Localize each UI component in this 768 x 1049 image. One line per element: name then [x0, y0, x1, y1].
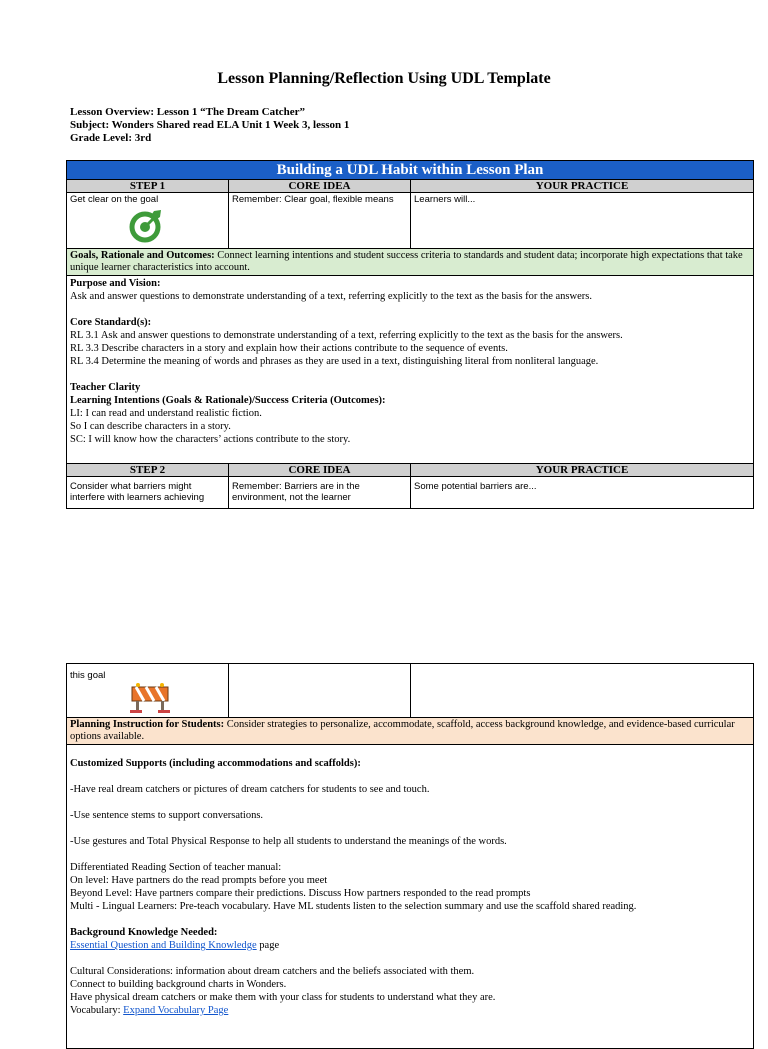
- step2-continued-core: [229, 664, 411, 718]
- learning-intentions-heading: Learning Intentions (Goals & Rationale)/Success Criteria (Outcomes):: [70, 395, 386, 406]
- grade-level: Grade Level: 3rd: [70, 132, 152, 144]
- customized-supports-cell: [67, 745, 754, 1049]
- core-standard-line: RL 3.1 Ask and answer questions to demonstrate understanding of a text, referring explicitly to the text as the basis for the answers.: [70, 330, 623, 341]
- udl-table-page2: [66, 663, 754, 1049]
- step1-cell: [67, 193, 229, 249]
- differentiated-line: Multi - Lingual Learners: Pre-teach vocabulary. Have ML students listen to the selection summary and use the scaffold shared reading.: [70, 901, 637, 912]
- vocabulary-line: [70, 1004, 750, 1017]
- purpose-heading: Purpose and Vision:: [70, 278, 161, 289]
- purpose-vision-cell: [67, 276, 754, 464]
- learning-intention-line: SC: I will know how the characters’ actions contribute to the story.: [70, 434, 351, 445]
- expand-vocabulary-link[interactable]: Expand Vocabulary Page: [123, 1005, 229, 1016]
- cultural-line: Cultural Considerations: information about dream catchers and the beliefs associated with them.: [70, 966, 475, 977]
- step1-header: STEP 1: [67, 180, 229, 193]
- purpose-text: Ask and answer questions to demonstrate understanding of a text, referring explicitly to the text as the basis for the answers.: [70, 291, 592, 302]
- core-standard-line: RL 3.3 Describe characters in a story and explain how their actions contribute to the sequence of events.: [70, 343, 508, 354]
- essential-question-link[interactable]: Essential Question and Building Knowledge: [70, 940, 257, 951]
- document-title: Lesson Planning/Reflection Using UDL Template: [217, 70, 551, 87]
- vocabulary-prefix: Vocabulary:: [70, 1005, 124, 1016]
- your-practice-header: YOUR PRACTICE: [411, 180, 754, 193]
- cultural-line: Connect to building background charts in Wonders.: [70, 979, 287, 990]
- step2-core-idea: Remember: Barriers are in the environment, not the learner: [229, 477, 411, 509]
- learning-intention-line: LI: I can read and understand realistic fiction.: [70, 408, 262, 419]
- background-knowledge-line: [70, 939, 750, 952]
- goals-label: Goals, Rationale and Outcomes:: [70, 250, 215, 261]
- supports-heading: Customized Supports (including accommodations and scaffolds):: [70, 758, 361, 769]
- step2-header: STEP 2: [67, 464, 229, 477]
- step2-continued-cell: [67, 664, 229, 718]
- udl-table-page1: [66, 160, 754, 509]
- core-standards-heading: Core Standard(s):: [70, 317, 152, 328]
- goals-rationale-row: [67, 249, 754, 276]
- step2-continued-practice[interactable]: [411, 664, 754, 718]
- core-idea-header: CORE IDEA: [229, 464, 411, 477]
- target-arrow-icon: [128, 209, 162, 243]
- step2-practice[interactable]: Some potential barriers are...: [411, 477, 754, 509]
- background-knowledge-heading: Background Knowledge Needed:: [70, 927, 218, 938]
- planning-text: Consider strategies to personalize, accommodate, scaffold, access background knowledge, and evidence-based curricular options available.: [70, 719, 735, 742]
- your-practice-header: YOUR PRACTICE: [411, 464, 754, 477]
- goals-text: Connect learning intentions and student success criteria to standards and student data; incorporate high expectations that take unique learner characteristics into account.: [70, 250, 743, 273]
- learning-intention-line: So I can describe characters in a story.: [70, 421, 231, 432]
- cultural-line: Have physical dream catchers or make them with your class for students to understand what they are.: [70, 992, 496, 1003]
- teacher-clarity-heading: Teacher Clarity: [70, 382, 141, 393]
- differentiated-line: On level: Have partners do the read prompts before you meet: [70, 875, 328, 886]
- step2-cell: Consider what barriers might interfere with learners achieving: [67, 477, 229, 509]
- differentiated-line: Differentiated Reading Section of teacher manual:: [70, 862, 282, 873]
- planning-label: Planning Instruction for Students:: [70, 719, 225, 730]
- lesson-meta: [70, 106, 349, 145]
- lesson-subject: Subject: Wonders Shared read ELA Unit 1 Week 3, lesson 1: [70, 119, 350, 131]
- step2-continued-text: this goal: [70, 670, 106, 681]
- planning-instruction-row: [67, 718, 754, 745]
- support-item: -Use sentence stems to support conversations.: [70, 810, 264, 821]
- support-item: -Have real dream catchers or pictures of dream catchers for students to see and touch.: [70, 784, 430, 795]
- step1-label: Get clear on the goal: [70, 194, 159, 205]
- support-item: -Use gestures and Total Physical Response to help all students to understand the meanings of the words.: [70, 836, 507, 847]
- differentiated-line: Beyond Level: Have partners compare their predictions. Discuss How partners responded to the read prompts: [70, 888, 531, 899]
- lesson-overview: Lesson Overview: Lesson 1 “The Dream Catcher”: [70, 106, 306, 118]
- step1-core-idea: Remember: Clear goal, flexible means: [229, 193, 411, 249]
- core-standard-line: RL 3.4 Determine the meaning of words and phrases as they are used in a text, distinguishing literal from nonliteral language.: [70, 356, 599, 367]
- background-suffix: page: [256, 940, 280, 951]
- core-idea-header: CORE IDEA: [229, 180, 411, 193]
- road-barrier-icon: [128, 683, 172, 713]
- step1-practice[interactable]: Learners will...: [411, 193, 754, 249]
- table-banner: Building a UDL Habit within Lesson Plan: [67, 161, 754, 180]
